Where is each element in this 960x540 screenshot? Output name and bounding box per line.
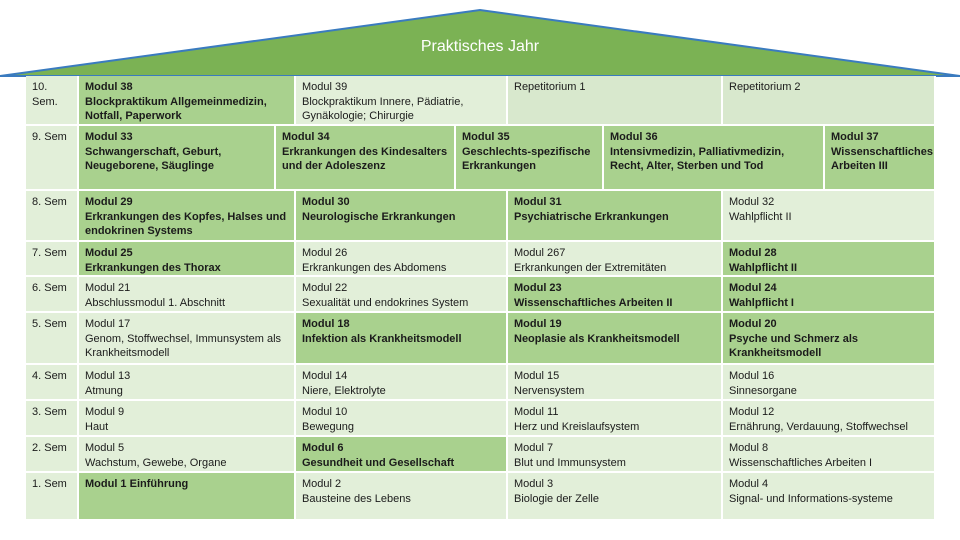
module-cell bbox=[296, 365, 508, 401]
module-description: Erkrankungen des Thorax bbox=[85, 261, 221, 274]
module-title: Modul 33 bbox=[85, 131, 133, 143]
module-cell bbox=[508, 191, 723, 242]
module-title: Repetitorium 2 bbox=[729, 81, 801, 93]
module-description: Wissenschaftliches Arbeiten I bbox=[729, 456, 873, 469]
module-cell bbox=[508, 242, 723, 277]
module-description: Erkrankungen des Abdomens bbox=[302, 261, 447, 274]
module-cell bbox=[79, 401, 296, 437]
module-cell bbox=[508, 401, 723, 437]
module-cell bbox=[296, 313, 508, 365]
module-description: Genom, Stoffwechsel, Immunsystem als Krankheitsmodell bbox=[85, 332, 282, 359]
module-title: Modul 32 bbox=[729, 196, 775, 208]
module-title: Modul 6 bbox=[302, 442, 344, 454]
module-title: Modul 35 bbox=[462, 131, 510, 143]
module-cell bbox=[604, 126, 825, 191]
module-cell bbox=[723, 277, 936, 313]
module-description: Gesundheit und Gesellschaft bbox=[302, 456, 455, 469]
module-description: Wissenschaftliches Arbeiten III bbox=[831, 145, 933, 172]
module-title: Modul 20 bbox=[729, 318, 777, 330]
module-cell bbox=[723, 437, 936, 473]
module-title: Modul 13 bbox=[85, 370, 131, 382]
semester-label: 8. Sem bbox=[26, 191, 79, 242]
module-title: Modul 14 bbox=[302, 370, 348, 382]
module-cell bbox=[723, 191, 936, 242]
module-description: Blockpraktikum Allgemeinmedizin, Notfall, Paperwork bbox=[85, 95, 267, 122]
module-cell bbox=[79, 191, 296, 242]
module-title: Modul 25 bbox=[85, 247, 133, 259]
module-cell bbox=[723, 401, 936, 437]
module-title: Modul 16 bbox=[729, 370, 775, 382]
semester-row bbox=[26, 126, 936, 191]
module-cell bbox=[508, 437, 723, 473]
module-title: Modul 23 bbox=[514, 282, 562, 294]
module-title: Modul 12 bbox=[729, 406, 775, 418]
module-cell bbox=[79, 277, 296, 313]
module-description: Haut bbox=[85, 420, 109, 433]
module-description: Bausteine des Lebens bbox=[302, 492, 411, 505]
module-title: Modul 29 bbox=[85, 196, 133, 208]
module-description: Niere, Elektrolyte bbox=[302, 384, 386, 397]
module-description: Neurologische Erkrankungen bbox=[302, 210, 456, 223]
module-cell bbox=[296, 76, 508, 126]
module-title: Modul 38 bbox=[85, 81, 133, 93]
module-cell bbox=[79, 365, 296, 401]
module-cell bbox=[456, 126, 604, 191]
module-description: Schwangerschaft, Geburt, Neugeborene, Säuglinge bbox=[85, 145, 222, 172]
module-description: Sexualität und endokrines System bbox=[302, 296, 469, 309]
module-title: Modul 39 bbox=[302, 81, 348, 93]
module-description: Psychiatrische Erkrankungen bbox=[514, 210, 669, 223]
semester-label: 1. Sem bbox=[26, 473, 79, 521]
module-description: Blut und Immunsystem bbox=[514, 456, 626, 469]
module-title: Modul 28 bbox=[729, 247, 777, 259]
module-cell bbox=[79, 242, 296, 277]
semester-label: 2. Sem bbox=[26, 437, 79, 473]
module-title: Repetitorium 1 bbox=[514, 81, 586, 93]
module-description: Wissenschaftliches Arbeiten II bbox=[514, 296, 673, 309]
module-description: Intensivmedizin, Palliativmedizin, Recht, Alter, Sterben und Tod bbox=[610, 145, 785, 172]
module-description: Erkrankungen der Extremitäten bbox=[514, 261, 667, 274]
module-cell bbox=[79, 437, 296, 473]
module-title: Modul 1 Einführung bbox=[85, 478, 189, 490]
module-cell bbox=[296, 242, 508, 277]
module-title: Modul 5 bbox=[85, 442, 125, 454]
module-title: Modul 7 bbox=[514, 442, 554, 454]
module-cell bbox=[79, 313, 296, 365]
module-cell bbox=[508, 277, 723, 313]
module-description: Ernährung, Verdauung, Stoffwechsel bbox=[729, 420, 908, 433]
module-description: Wahlpflicht I bbox=[729, 296, 794, 309]
module-cell bbox=[296, 191, 508, 242]
module-description: Erkrankungen des Kopfes, Halses und endokrinen Systems bbox=[85, 210, 287, 237]
module-description: Sinnesorgane bbox=[729, 384, 797, 397]
module-cell bbox=[723, 76, 936, 126]
module-title: Modul 15 bbox=[514, 370, 560, 382]
module-description: Bewegung bbox=[302, 420, 354, 433]
module-title: Modul 18 bbox=[302, 318, 350, 330]
semester-label: 9. Sem bbox=[26, 126, 79, 191]
module-description: Erkrankungen des Kindesalters und der Adoleszenz bbox=[282, 145, 448, 172]
module-title: Modul 34 bbox=[282, 131, 330, 143]
module-title: Modul 10 bbox=[302, 406, 348, 418]
semester-row bbox=[26, 473, 936, 521]
semester-label: 3. Sem bbox=[26, 401, 79, 437]
module-cell bbox=[276, 126, 456, 191]
module-title: Modul 37 bbox=[831, 131, 879, 143]
module-cell bbox=[296, 277, 508, 313]
module-title: Modul 4 bbox=[729, 478, 769, 490]
module-cell bbox=[296, 401, 508, 437]
module-cell bbox=[79, 76, 296, 126]
module-title: Modul 19 bbox=[514, 318, 562, 330]
semester-label: 10. Sem. bbox=[26, 76, 79, 126]
module-cell bbox=[825, 126, 936, 191]
semester-label: 4. Sem bbox=[26, 365, 79, 401]
module-description: Neoplasie als Krankheitsmodell bbox=[514, 332, 680, 345]
module-title: Modul 30 bbox=[302, 196, 350, 208]
semester-row bbox=[26, 365, 936, 401]
module-title: Modul 9 bbox=[85, 406, 125, 418]
module-cell bbox=[296, 473, 508, 521]
module-description: Biologie der Zelle bbox=[514, 492, 599, 505]
module-cell bbox=[508, 76, 723, 126]
module-description: Abschlussmodul 1. Abschnitt bbox=[85, 296, 226, 309]
module-title: Modul 8 bbox=[729, 442, 769, 454]
roof-title: Praktisches Jahr bbox=[420, 38, 540, 55]
module-description: Wahlpflicht II bbox=[729, 261, 798, 274]
semester-label: 6. Sem bbox=[26, 277, 79, 313]
module-title: Modul 17 bbox=[85, 318, 131, 330]
module-cell bbox=[508, 473, 723, 521]
semester-label: 7. Sem bbox=[26, 242, 79, 277]
module-cell bbox=[723, 365, 936, 401]
module-cell bbox=[508, 365, 723, 401]
module-title: Modul 11 bbox=[514, 406, 559, 418]
module-description: Atmung bbox=[85, 384, 123, 397]
module-title: Modul 3 bbox=[514, 478, 554, 490]
module-title: Modul 24 bbox=[729, 282, 777, 294]
module-description: Infektion als Krankheitsmodell bbox=[302, 332, 462, 345]
module-description: Signal- und Informations-systeme bbox=[729, 492, 893, 505]
module-description: Herz und Kreislaufsystem bbox=[514, 420, 640, 433]
semester-row bbox=[26, 313, 936, 365]
module-description: Nervensystem bbox=[514, 384, 585, 397]
semester-label: 5. Sem bbox=[26, 313, 79, 365]
module-title: Modul 31 bbox=[514, 196, 562, 208]
module-cell bbox=[723, 242, 936, 277]
semester-row bbox=[26, 401, 936, 437]
semester-row bbox=[26, 242, 936, 277]
module-cell bbox=[296, 437, 508, 473]
module-title: Modul 267 bbox=[514, 247, 566, 259]
module-cell bbox=[723, 313, 936, 365]
module-cell bbox=[79, 473, 296, 521]
module-title: Modul 2 bbox=[302, 478, 342, 490]
module-description: Blockpraktikum Innere, Pädiatrie, Gynäkologie; Chirurgie bbox=[302, 95, 464, 122]
module-title: Modul 26 bbox=[302, 247, 348, 259]
module-description: Wachstum, Gewebe, Organe bbox=[85, 456, 227, 469]
module-cell bbox=[79, 126, 276, 191]
semester-row bbox=[26, 191, 936, 242]
module-title: Modul 36 bbox=[610, 131, 658, 143]
module-description: Wahlpflicht II bbox=[729, 210, 792, 223]
module-cell bbox=[508, 313, 723, 365]
module-title: Modul 22 bbox=[302, 282, 348, 294]
semester-row bbox=[26, 76, 936, 126]
module-description: Psyche und Schmerz als Krankheitsmodell bbox=[729, 332, 858, 359]
module-description: Geschlechts-spezifische Erkrankungen bbox=[462, 145, 591, 172]
module-cell bbox=[723, 473, 936, 521]
semester-row bbox=[26, 437, 936, 473]
module-title: Modul 21 bbox=[85, 282, 131, 294]
semester-row bbox=[26, 277, 936, 313]
